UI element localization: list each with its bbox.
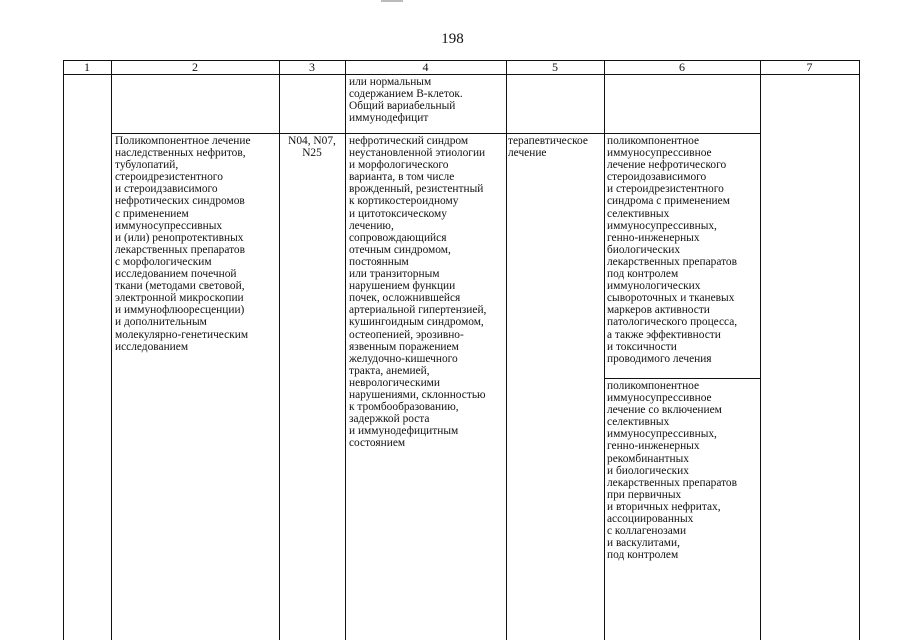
table-border-left [63, 60, 64, 640]
header-divider [63, 74, 860, 75]
column-header: 2 [192, 60, 198, 74]
column-header: 7 [806, 60, 813, 74]
scan-mark [381, 0, 403, 2]
column-header: 5 [552, 60, 558, 74]
column-divider [604, 60, 605, 640]
subrow-divider [604, 378, 760, 379]
method-description: поликомпонентное иммуносупрессивное лечение со включением селективных иммуносупрессивных, генно-инженерных рекомбинантных и биологических лекарственных препаратов при первичных и вторичных нефритах, ассоциированных с коллагенозами и васкулитами, под контролем [607, 380, 737, 562]
row-divider [111, 133, 760, 134]
continuation-diagnosis-text: или нормальным содержанием В-клеток. Общий вариабельный иммунодефицит [349, 76, 463, 125]
column-header: 4 [422, 60, 429, 74]
diagnosis-text: нефротический синдром неустановленной этиологии и морфологического варианта, в том числе врожденный, резистентный к кортикостероидному и цитотоксическому лечению, сопровождающийся отечным синдромом, постоянным или транзиторным нарушением функции почек, осложнившейся артериальной гипертензией, кушингоидным синдромом, остеопенией, эрозивно- язвенным поражением желудочно-кишечного тракта, анемией, неврологическими нарушениями, склонностью к тромбообразованию, задержкой роста и иммунодефицитным состоянием [349, 135, 487, 450]
treatment-name: Поликомпонентное лечение наследственных нефритов, тубулопатий, стероидрезистентного и стероидзависимого нефротических синдромов с применением иммуносупрессивных и (или) ренопротективных лекарственных препаратов с морфологическим исследованием почечной ткани (методами световой, электронной микроскопии и иммунофлюоресценции) и дополнительным молекулярно-генетическим исследованием [115, 135, 251, 353]
treatment-type: терапевтическое лечение [508, 135, 588, 160]
method-description: поликомпонентное иммуносупрессивное лечение нефротического стероидозависимого и стероидрезистентного синдрома с применением селективных иммуносупрессивных, генно-инженерных биологических лекарственных препаратов под контролем иммунологических сывороточных и тканевых маркеров активности патологического процесса, а также эффективности и токсичности проводимого лечения [607, 135, 738, 365]
column-header: 1 [84, 60, 90, 74]
column-divider [111, 60, 112, 640]
icd-codes: N04, N07, N25 [288, 135, 336, 160]
page-number: 198 [441, 31, 464, 47]
table [63, 60, 860, 640]
column-header: 6 [679, 60, 685, 74]
table-border-right [859, 60, 860, 640]
column-divider [506, 60, 507, 640]
column-divider [345, 60, 346, 640]
column-divider [760, 60, 761, 640]
column-header: 3 [309, 60, 315, 74]
